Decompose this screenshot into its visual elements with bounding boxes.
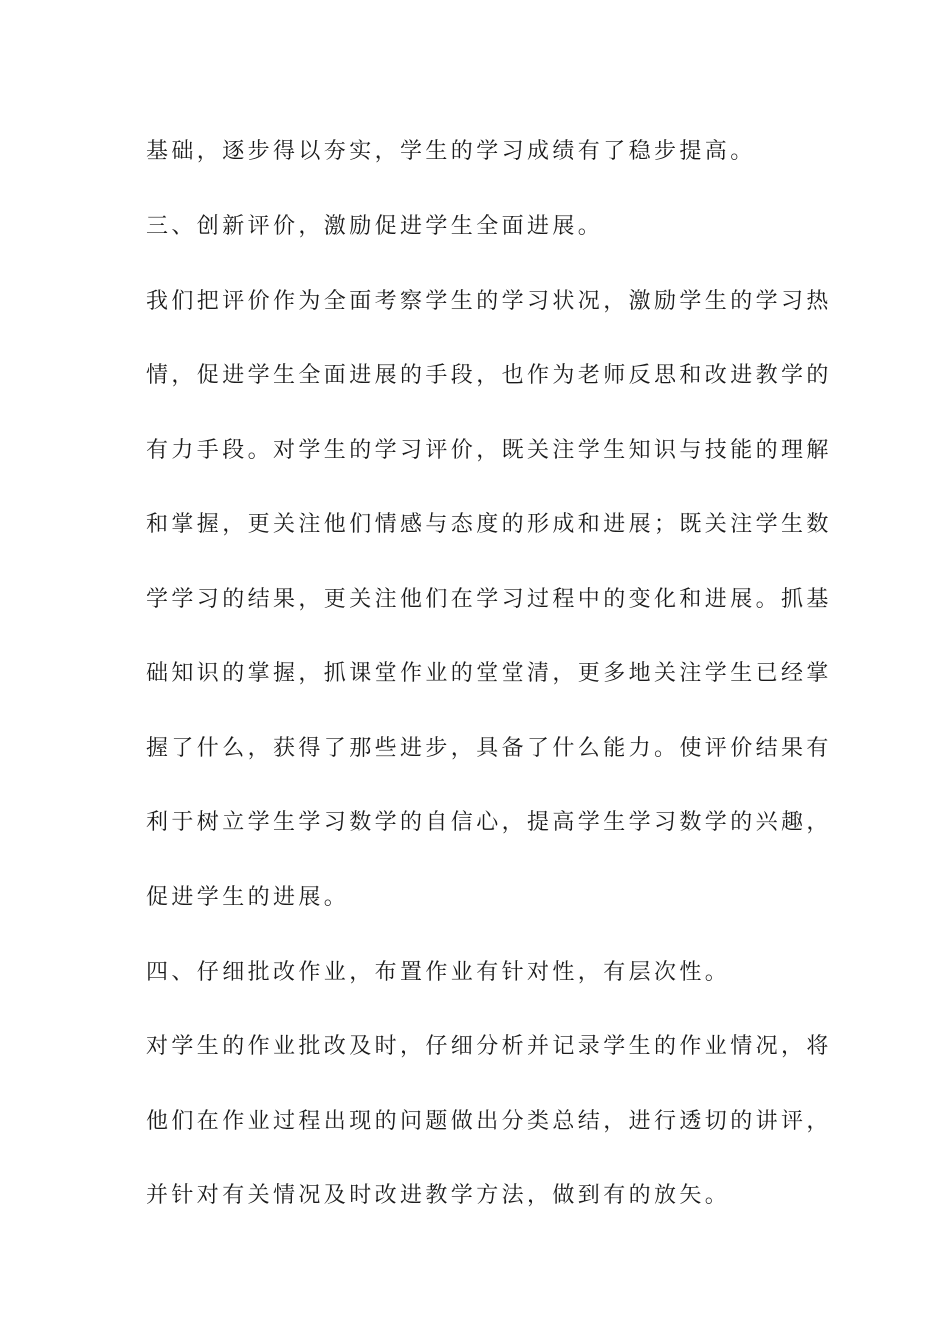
- text-line: 我们把评价作为全面考察学生的学习状况，激励学生的学习热: [146, 289, 832, 314]
- text-line: 础知识的掌握，抓课堂作业的堂堂清，更多地关注学生已经掌: [146, 661, 832, 686]
- text-line: 基础，逐步得以夯实，学生的学习成绩有了稳步提高。: [146, 139, 756, 164]
- text-line: 他们在作业过程出现的问题做出分类总结，进行透切的讲评，: [146, 1109, 832, 1134]
- text-line: 和掌握，更关注他们情感与态度的形成和进展；既关注学生数: [146, 512, 832, 537]
- section-heading: 三、创新评价，激励促进学生全面进展。: [146, 214, 604, 239]
- text-line: 握了什么，获得了那些进步，具备了什么能力。使评价结果有: [146, 736, 832, 761]
- text-line: 学学习的结果，更关注他们在学习过程中的变化和进展。抓基: [146, 587, 832, 612]
- text-line: 对学生的作业批改及时，仔细分析并记录学生的作业情况，将: [146, 1034, 832, 1059]
- text-line: 有力手段。对学生的学习评价，既关注学生知识与技能的理解: [146, 438, 832, 463]
- text-line: 情，促进学生全面进展的手段，也作为老师反思和改进教学的: [146, 363, 832, 388]
- text-line: 并针对有关情况及时改进教学方法，做到有的放矢。: [146, 1183, 731, 1208]
- section-heading: 四、仔细批改作业，布置作业有针对性，有层次性。: [146, 960, 731, 985]
- text-line: 促进学生的进展。: [146, 885, 350, 910]
- text-line: 利于树立学生学习数学的自信心，提高学生学习数学的兴趣，: [146, 810, 832, 835]
